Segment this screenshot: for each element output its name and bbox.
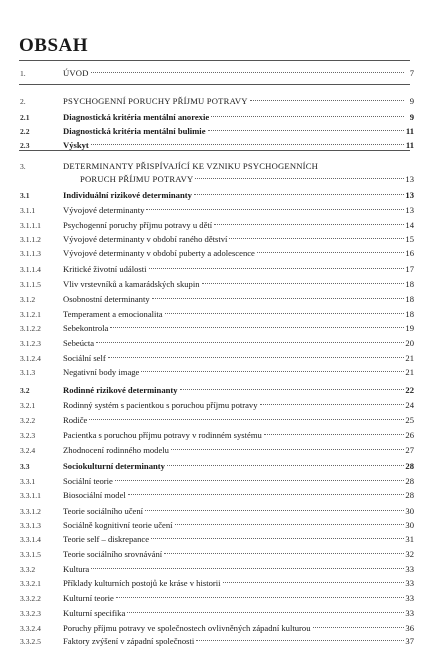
leader-dots — [115, 480, 404, 481]
toc-entry-page: 16 — [405, 248, 414, 258]
leader-dots — [229, 238, 404, 239]
toc-entry-title: Individuální rizikové determinanty — [63, 190, 192, 200]
leader-dots — [211, 116, 404, 117]
toc-entry-title: Vývojové determinanty — [63, 205, 145, 215]
toc-entry[interactable] — [0, 159, 446, 187]
toc-entry-title: Sociálně kognitivní teorie učení — [63, 520, 173, 530]
toc-entry-page: 37 — [405, 636, 414, 646]
toc-entry-number: 3.1.1.4 — [20, 265, 41, 274]
toc-entry[interactable] — [0, 292, 446, 307]
toc-entry-title: Kulturní teorie — [63, 593, 114, 603]
leader-dots — [223, 582, 404, 583]
toc-entry-number: 3.3.2 — [20, 565, 36, 574]
leader-dots — [128, 494, 404, 495]
toc-entry[interactable] — [0, 188, 446, 203]
leader-dots — [202, 283, 404, 284]
toc-entry-title: Diagnostická kritéria mentální bulimie — [63, 126, 206, 136]
toc-entry[interactable] — [0, 94, 446, 109]
toc-entry-number: 3.3.1 — [20, 477, 36, 486]
toc-entry-page: 9 — [409, 112, 414, 122]
toc-entry-page: 18 — [405, 294, 414, 304]
toc-entry-title: Poruchy příjmu potravy ve společnostech ovlivněných západní kulturou — [63, 623, 311, 633]
toc-entry-title: ÚVOD — [63, 68, 89, 78]
leader-dots — [110, 327, 404, 328]
toc-entry-page: 11 — [405, 126, 414, 136]
toc-entry-number: 3.1.1.5 — [20, 280, 41, 289]
toc-entry[interactable] — [0, 277, 446, 292]
toc-entry[interactable] — [0, 321, 446, 336]
toc-entry-title-line2: PORUCH PŘÍJMU POTRAVY — [80, 174, 194, 184]
toc-entry-number: 2. — [20, 97, 26, 106]
leader-dots — [91, 568, 404, 569]
toc-entry[interactable] — [0, 576, 446, 591]
toc-entry-number: 3.3 — [20, 462, 30, 471]
toc-entry[interactable] — [0, 66, 446, 81]
toc-entry-title: Rodinný systém s pacientkou s poruchou příjmu potravy — [63, 400, 258, 410]
page-title: OBSAH — [19, 35, 89, 56]
toc-entry[interactable] — [0, 443, 446, 458]
toc-entry-page: 22 — [405, 385, 414, 395]
toc-entry[interactable] — [0, 124, 446, 139]
toc-entry-page: 19 — [405, 323, 414, 333]
toc-entry-page: 33 — [405, 608, 414, 618]
toc-entry[interactable] — [0, 504, 446, 519]
toc-entry-title: Faktory zvýšení v západní společnosti — [63, 636, 195, 646]
toc-entry-title: Sociální teorie — [63, 476, 113, 486]
toc-entry-page: 26 — [405, 430, 414, 440]
toc-entry-title: Kultura — [63, 564, 90, 574]
toc-entry[interactable] — [0, 365, 446, 380]
toc-entry-title: Rodinné rizikové determinanty — [63, 385, 178, 395]
leader-dots — [250, 100, 404, 101]
toc-entry[interactable] — [0, 518, 446, 533]
toc-entry-title: Sebeúcta — [63, 338, 95, 348]
toc-entry-title: Diagnostická kritéria mentální anorexie — [63, 112, 210, 122]
toc-entry-page: 30 — [405, 506, 414, 516]
leader-dots — [108, 357, 404, 358]
toc-entry-number: 3.1.2.3 — [20, 339, 41, 348]
toc-entry[interactable] — [0, 532, 446, 547]
toc-entry-title: Výskyt — [63, 140, 89, 150]
toc-entry-page: 32 — [405, 549, 414, 559]
toc-entry-page: 20 — [405, 338, 414, 348]
leader-dots — [194, 194, 404, 195]
toc-entry-page: 25 — [405, 415, 414, 425]
toc-entry-number: 3.3.1.1 — [20, 491, 41, 500]
toc-entry-number: 3.1.3 — [20, 368, 36, 377]
toc-entry[interactable] — [0, 246, 446, 261]
section-rule — [19, 84, 410, 85]
toc-entry-title: Sociální self — [63, 353, 106, 363]
toc-entry-title: Pacientka s poruchou příjmu potravy v rodinném systému — [63, 430, 262, 440]
toc-entry-number: 3.3.2.1 — [20, 579, 41, 588]
toc-entry[interactable] — [0, 474, 446, 489]
toc-entry[interactable] — [0, 547, 446, 562]
toc-entry-number: 3.1.1.3 — [20, 249, 41, 258]
toc-entry-number: 2.2 — [20, 127, 30, 136]
toc-entry-title: Negativní body image — [63, 367, 140, 377]
toc-entry-page: 24 — [405, 400, 414, 410]
leader-dots — [175, 524, 404, 525]
leader-dots — [195, 178, 404, 179]
toc-entry[interactable] — [0, 262, 446, 277]
toc-entry-page: 13 — [405, 205, 414, 215]
toc-entry-title: Teorie self – diskrepance — [63, 534, 150, 544]
toc-entry-title: PSYCHOGENNÍ PORUCHY PŘÍJMU POTRAVY — [63, 96, 248, 106]
toc-entry-page: 28 — [405, 490, 414, 500]
toc-entry-number: 3.3.1.3 — [20, 521, 41, 530]
toc-entry[interactable] — [0, 218, 446, 233]
toc-entry-number: 3.1 — [20, 191, 30, 200]
leader-dots — [214, 224, 404, 225]
toc-entry[interactable] — [0, 562, 446, 577]
toc-entry-title: Osobnostní determinanty — [63, 294, 150, 304]
toc-entry-page: 14 — [405, 220, 414, 230]
toc-entry[interactable] — [0, 398, 446, 413]
leader-dots — [208, 130, 404, 131]
toc-entry-page: 30 — [405, 520, 414, 530]
toc-entry-number: 3.2 — [20, 386, 30, 395]
toc-entry-page: 31 — [405, 534, 414, 544]
toc-entry-page: 7 — [409, 68, 414, 78]
toc-entry-page: 33 — [405, 564, 414, 574]
toc-entry-number: 3.3.1.4 — [20, 535, 41, 544]
toc-entry-number: 3.2.1 — [20, 401, 36, 410]
leader-dots — [146, 209, 404, 210]
toc-entry-page: 18 — [405, 279, 414, 289]
toc-entry[interactable] — [0, 634, 446, 649]
leader-dots — [164, 553, 404, 554]
toc-entry-number: 3.3.2.2 — [20, 594, 41, 603]
toc-entry-page: 28 — [405, 476, 414, 486]
toc-entry-number: 3.1.1.1 — [20, 221, 41, 230]
toc-entry-title: Psychogenní poruchy příjmu potravy u dětí — [63, 220, 213, 230]
toc-entry-page: 9 — [409, 96, 414, 106]
toc-entry-page: 33 — [405, 578, 414, 588]
toc-entry-number: 3.3.1.5 — [20, 550, 41, 559]
toc-entry[interactable] — [0, 203, 446, 218]
toc-entry-page: 21 — [405, 353, 414, 363]
leader-dots — [257, 252, 404, 253]
toc-entry[interactable] — [0, 307, 446, 322]
toc-entry-number: 3.1.2.4 — [20, 354, 41, 363]
toc-entry-title: Kritické životní události — [63, 264, 147, 274]
leader-dots — [96, 342, 404, 343]
toc-entry[interactable] — [0, 138, 446, 153]
leader-dots — [127, 612, 404, 613]
leader-dots — [313, 627, 405, 628]
toc-entry-title: Vývojové determinanty v období raného dětství — [63, 234, 228, 244]
toc-entry-title: Temperament a emocionalita — [63, 309, 163, 319]
toc-entry-page: 13 — [405, 174, 414, 184]
leader-dots — [145, 510, 404, 511]
toc-entry-page: 18 — [405, 309, 414, 319]
leader-dots — [141, 371, 404, 372]
toc-entry[interactable] — [0, 428, 446, 443]
toc-entry-page: 27 — [405, 445, 414, 455]
leader-dots — [165, 313, 404, 314]
leader-dots — [167, 465, 404, 466]
leader-dots — [171, 449, 404, 450]
toc-entry-title: DETERMINANTY PŘISPÍVAJÍCÍ KE VZNIKU PSYCHOGENNÍCH — [63, 161, 319, 171]
toc-entry[interactable] — [0, 383, 446, 398]
toc-entry-number: 3.3.1.2 — [20, 507, 41, 516]
toc-entry-number: 3. — [20, 162, 26, 171]
toc-entry[interactable] — [0, 606, 446, 621]
toc-entry-number: 3.1.2.1 — [20, 310, 41, 319]
toc-entry-title: Biosociální model — [63, 490, 126, 500]
toc-entry-number: 3.2.2 — [20, 416, 36, 425]
leader-dots — [180, 389, 404, 390]
leader-dots — [89, 419, 404, 420]
toc-entry[interactable] — [0, 336, 446, 351]
toc-entry-title: Teorie sociálního srovnávání — [63, 549, 163, 559]
leader-dots — [116, 597, 404, 598]
toc-entry-page: 17 — [405, 264, 414, 274]
toc-entry-title: Vliv vrstevníků a kamarádských skupin — [63, 279, 200, 289]
toc-entry-title: Sociokulturní determinanty — [63, 461, 165, 471]
toc-entry-number: 3.2.3 — [20, 431, 36, 440]
toc-entry[interactable] — [0, 488, 446, 503]
toc-entry-page: 36 — [405, 623, 414, 633]
toc-entry-number: 3.3.2.5 — [20, 637, 41, 646]
toc-entry[interactable] — [0, 232, 446, 247]
leader-dots — [91, 144, 404, 145]
toc-entry-title: Příklady kulturních postojů ke kráse v historii — [63, 578, 221, 588]
toc-entry-number: 2.3 — [20, 141, 30, 150]
leader-dots — [196, 640, 404, 641]
toc-entry-number: 2.1 — [20, 113, 30, 122]
toc-entry-number: 1. — [20, 69, 26, 78]
toc-entry-number: 3.2.4 — [20, 446, 36, 455]
toc-entry-page: 13 — [405, 190, 414, 200]
toc-entry-title: Sebekontrola — [63, 323, 109, 333]
toc-entry-title: Rodiče — [63, 415, 88, 425]
toc-entry-page: 11 — [405, 140, 414, 150]
leader-dots — [91, 72, 404, 73]
toc-entry[interactable] — [0, 351, 446, 366]
toc-entry[interactable] — [0, 591, 446, 606]
toc-entry[interactable] — [0, 459, 446, 474]
toc-entry-page: 33 — [405, 593, 414, 603]
leader-dots — [152, 298, 404, 299]
leader-dots — [149, 268, 404, 269]
leader-dots — [260, 404, 404, 405]
toc-entry-number: 3.3.2.4 — [20, 624, 41, 633]
toc-entry-number: 3.1.2.2 — [20, 324, 41, 333]
toc-entry-title: Teorie sociálního učení — [63, 506, 144, 516]
toc-entry-number: 3.1.1.2 — [20, 235, 41, 244]
toc-entry-title: Kulturní specifika — [63, 608, 126, 618]
leader-dots — [264, 434, 404, 435]
toc-entry-number: 3.1.1 — [20, 206, 36, 215]
toc-entry-page: 28 — [405, 461, 414, 471]
leader-dots — [151, 538, 404, 539]
toc-entry-title: Zhodnocení rodinného modelu — [63, 445, 169, 455]
toc-entry-number: 3.3.2.3 — [20, 609, 41, 618]
toc-entry-page: 15 — [405, 234, 414, 244]
toc-entry-page: 21 — [405, 367, 414, 377]
toc-entry[interactable] — [0, 110, 446, 125]
toc-entry[interactable] — [0, 413, 446, 428]
toc-entry-number: 3.1.2 — [20, 295, 36, 304]
toc-entry-title: Vývojové determinanty v období puberty a adolescence — [63, 248, 255, 258]
